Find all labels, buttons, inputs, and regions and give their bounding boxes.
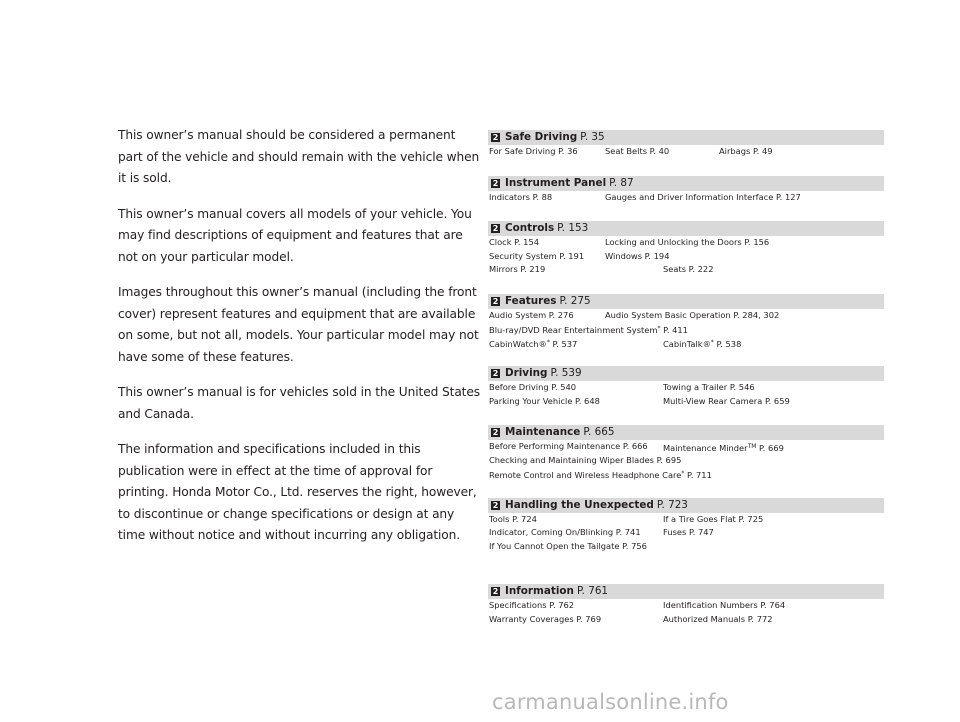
toc-row — [488, 309, 884, 323]
intro-paragraph: This owner’s manual is for vehicles sold in the United States and Canada. — [118, 385, 481, 421]
toc-section-page: P. 35 — [580, 131, 605, 143]
intro-paragraph: This owner’s manual covers all models of your vehicle. You may find descriptions of equipment and features that are not on your particular model. — [118, 206, 472, 264]
toc-row — [488, 322, 884, 336]
toc-link[interactable]: Clock P. 154 — [489, 237, 539, 247]
toc-link[interactable]: Seats P. 222 — [663, 264, 714, 274]
toc-section-page: P. 665 — [583, 426, 615, 438]
intro-text — [118, 125, 480, 561]
toc-row — [488, 540, 884, 554]
toc-row — [488, 440, 884, 454]
toc-row — [488, 454, 884, 468]
arrow-icon: 2 — [492, 178, 499, 188]
intro-paragraph: Images throughout this owner’s manual (including the front cover) represent features and equipment that are available on some, but not all, models. Your particular model may not have some of these features. — [118, 285, 479, 364]
footnote-marker: TM — [747, 443, 757, 450]
toc-row — [488, 467, 884, 481]
toc-row — [488, 145, 884, 159]
toc-link[interactable]: Audio System Basic Operation P. 284, 302 — [605, 309, 780, 320]
toc-link[interactable]: Security System P. 191 — [489, 250, 585, 261]
toc-link[interactable]: Fuses P. 747 — [663, 527, 714, 537]
toc-section-title: Information — [505, 585, 574, 597]
footnote-marker: * — [657, 325, 661, 332]
toc-link[interactable]: Audio System P. 276 — [489, 309, 574, 320]
toc-link[interactable]: Specifications P. 762 — [489, 600, 575, 610]
toc-section — [488, 130, 884, 159]
toc-row — [488, 395, 884, 409]
toc-section-title: Maintenance — [505, 426, 581, 438]
toc-row — [488, 336, 884, 350]
arrow-icon: 2 — [492, 133, 499, 142]
toc-row — [488, 526, 884, 540]
toc-link[interactable]: Checking and Maintaining Wiper Blades P. 695 — [489, 454, 682, 465]
toc-section-page: P. 153 — [557, 222, 589, 234]
toc-section-header[interactable] — [488, 498, 884, 513]
toc-row — [488, 191, 884, 205]
toc-link[interactable]: CabinWatch®* P. 537 — [489, 338, 578, 349]
arrow-icon: 2 — [492, 587, 499, 596]
toc-section — [488, 294, 884, 350]
toc-section-header[interactable] — [488, 425, 884, 440]
arrow-icon: 2 — [492, 224, 499, 233]
toc-section-page: P. 275 — [559, 294, 591, 307]
toc-link[interactable]: Before Driving P. 540 — [489, 382, 577, 392]
toc-section-title: Handling the Unexpected — [505, 498, 654, 511]
toc-link[interactable]: Multi-View Rear Camera P. 659 — [663, 395, 790, 406]
toc-row — [488, 236, 884, 250]
toc-link[interactable]: Locking and Unlocking the Doors P. 156 — [605, 237, 770, 247]
toc-section-title: Instrument Panel — [505, 176, 607, 189]
toc-link[interactable]: Windows P. 194 — [605, 250, 670, 261]
watermark: carmanualsonline.info — [492, 690, 729, 714]
toc-section-title: Safe Driving — [505, 131, 578, 143]
toc-link[interactable]: Mirrors P. 219 — [489, 264, 546, 274]
toc-section-header[interactable] — [488, 176, 884, 191]
toc-link[interactable]: If a Tire Goes Flat P. 725 — [663, 513, 764, 524]
toc-section — [488, 425, 884, 481]
toc-section — [488, 221, 884, 277]
toc-section-header[interactable] — [488, 366, 884, 381]
toc-section-header[interactable] — [488, 221, 884, 236]
toc-section-title: Driving — [505, 367, 548, 379]
toc-section — [488, 176, 884, 205]
toc-row — [488, 263, 884, 277]
toc-section — [488, 584, 884, 626]
toc-link[interactable]: Gauges and Driver Information Interface P. 127 — [605, 191, 801, 202]
toc-section-header[interactable] — [488, 130, 884, 145]
toc-section-header[interactable] — [488, 584, 884, 599]
toc-section-header[interactable] — [488, 294, 884, 309]
toc-link[interactable]: Indicator, Coming On/Blinking P. 741 — [489, 527, 641, 537]
toc-link[interactable]: Warranty Coverages P. 769 — [489, 613, 602, 624]
toc-row — [488, 250, 884, 264]
toc-link[interactable]: Indicators P. 88 — [489, 191, 553, 202]
toc-section — [488, 498, 884, 554]
toc-link[interactable]: Towing a Trailer P. 546 — [663, 382, 755, 392]
toc-link[interactable]: CabinTalk®* P. 538 — [663, 338, 742, 349]
toc-section-page: P. 87 — [609, 176, 634, 189]
toc-section-title: Features — [505, 294, 557, 307]
toc-section-page: P. 539 — [550, 367, 582, 379]
toc-link[interactable]: Airbags P. 49 — [719, 146, 773, 156]
footnote-marker: * — [681, 470, 685, 477]
toc-link[interactable]: Maintenance Minder™ P. 669 — [663, 443, 784, 453]
toc-link[interactable]: Blu-ray/DVD Rear Entertainment System* P. 411 — [489, 325, 688, 335]
intro-paragraph: The information and specifications included in this publication were in effect at the time of approval for printing. Honda Motor Co., Ltd. reserves the right, however, to discontinue or change specifications or design at any time without notice and without incurring any obligation. — [118, 442, 477, 542]
arrow-icon: 2 — [492, 428, 499, 437]
arrow-icon: 2 — [492, 296, 499, 306]
arrow-icon: 2 — [492, 500, 499, 510]
table-of-contents — [488, 130, 884, 626]
toc-section-page: P. 723 — [656, 498, 688, 511]
toc-link[interactable]: Seat Belts P. 40 — [605, 146, 670, 156]
toc-link[interactable]: Tools P. 724 — [489, 513, 537, 524]
toc-link[interactable]: Authorized Manuals P. 772 — [663, 613, 773, 624]
toc-row — [488, 381, 884, 395]
toc-row — [488, 613, 884, 627]
toc-row — [488, 599, 884, 613]
toc-link[interactable]: If You Cannot Open the Tailgate P. 756 — [489, 540, 647, 551]
toc-link[interactable]: Parking Your Vehicle P. 648 — [489, 395, 600, 406]
footnote-marker: * — [546, 338, 550, 346]
toc-section-page: P. 761 — [576, 585, 609, 597]
footnote-marker: * — [710, 338, 714, 346]
toc-section-title: Controls — [505, 222, 555, 234]
intro-paragraph: This owner’s manual should be considered a permanent part of the vehicle and should remain with the vehicle when it is sold. — [118, 128, 480, 185]
toc-section — [488, 366, 884, 408]
arrow-icon: 2 — [492, 369, 499, 378]
toc-link[interactable]: Before Performing Maintenance P. 666 — [489, 441, 648, 451]
toc-link[interactable]: For Safe Driving P. 36 — [489, 146, 578, 156]
toc-link[interactable]: Identification Numbers P. 764 — [663, 600, 786, 610]
toc-link[interactable]: Remote Control and Wireless Headphone Care* P. 711 — [489, 470, 712, 480]
toc-row — [488, 513, 884, 527]
